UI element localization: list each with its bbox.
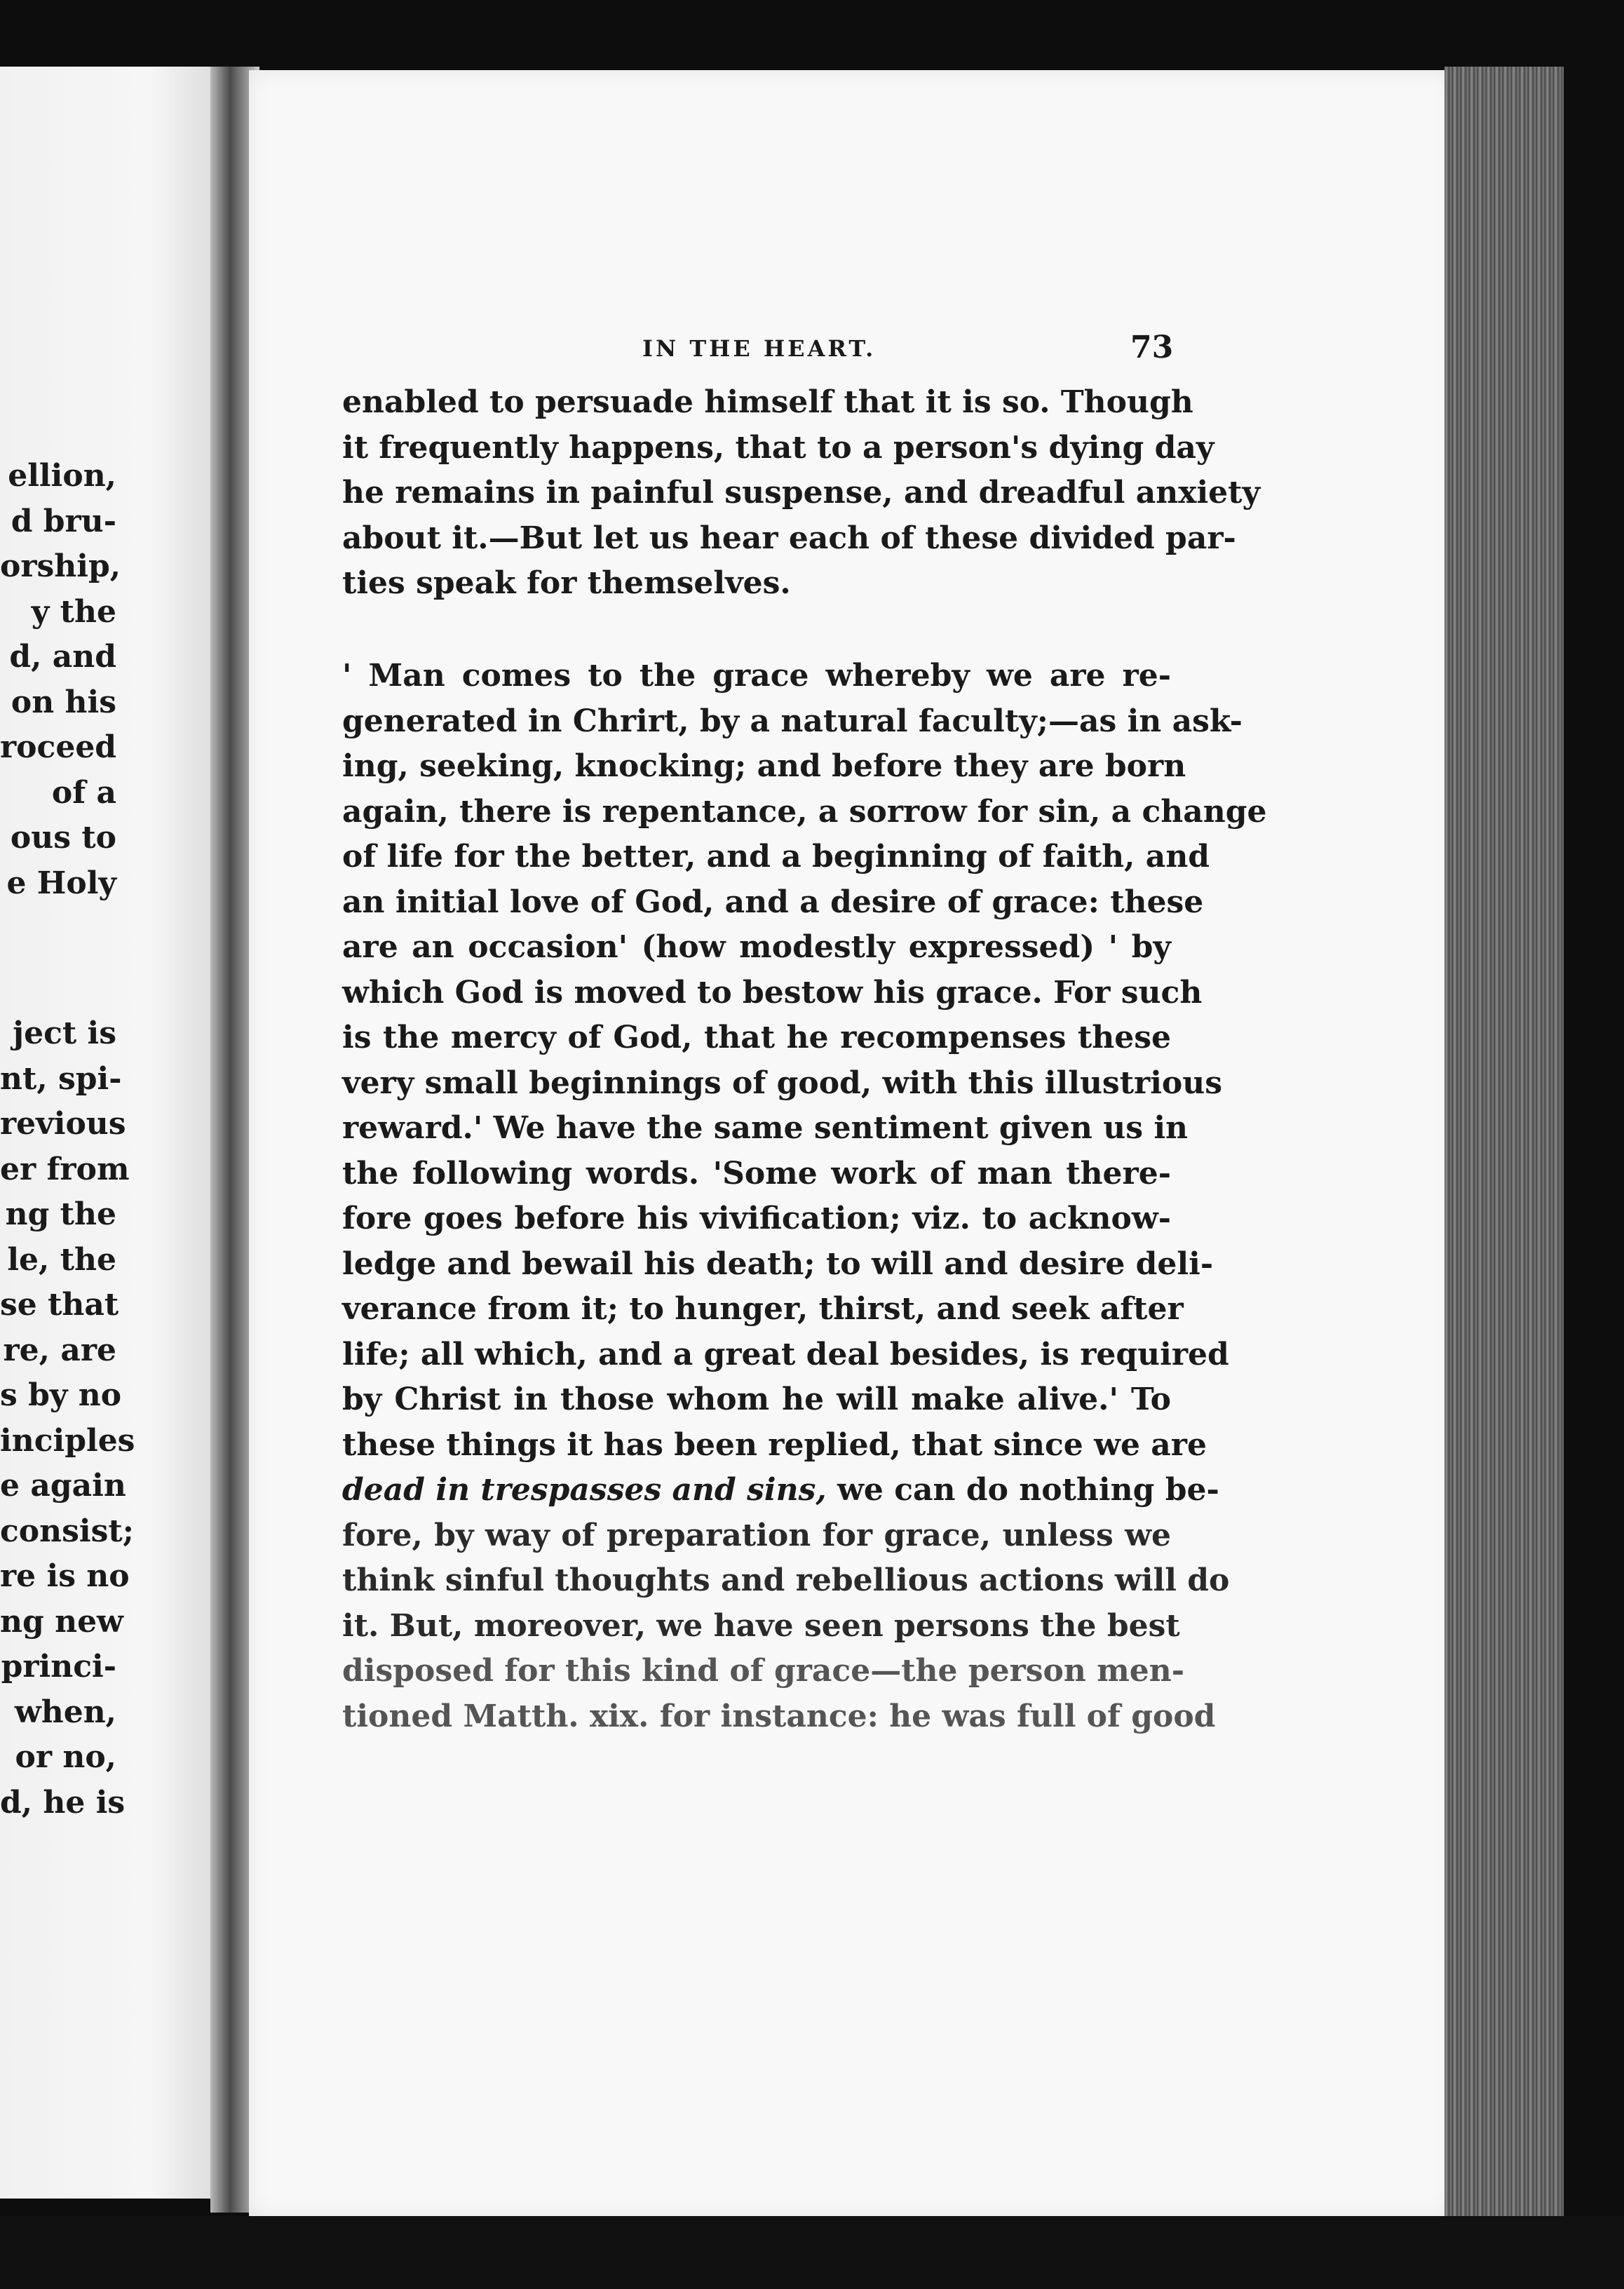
- italic-phrase: dead in trespasses and sins,: [342, 1472, 827, 1508]
- left-line: inciples: [0, 1422, 135, 1459]
- text-line: reward.' We have the same sentiment given us in: [342, 1110, 1189, 1146]
- left-line: revious: [0, 1106, 126, 1142]
- text-line: which God is moved to bestow his grace. For such: [342, 974, 1203, 1011]
- page-number: 73: [1130, 330, 1174, 365]
- running-head: IN THE HEART.: [642, 335, 877, 362]
- left-line: consist;: [0, 1513, 134, 1549]
- text-line: enabled to persuade himself that it is so. Though: [342, 384, 1193, 420]
- text-line: life; all which, and a great deal besides, is required: [342, 1336, 1229, 1372]
- text-line: think sinful thoughts and rebellious actions will do: [342, 1562, 1230, 1598]
- text-line: he remains in painful suspense, and dreadful anxiety: [342, 475, 1261, 511]
- text-line: ledge and bewail his death; to will and desire deli-: [342, 1245, 1214, 1282]
- text-line: an initial love of God, and a desire of grace: these: [342, 884, 1204, 920]
- text-line: is the mercy of God, that he recompenses these: [342, 1020, 1171, 1055]
- left-line: le, the: [7, 1241, 116, 1278]
- left-line: er from: [0, 1151, 130, 1187]
- left-line: when,: [14, 1694, 116, 1730]
- text-line-rest: we can do nothing be-: [826, 1472, 1219, 1508]
- text-line: these things it has been replied, that since we are: [342, 1426, 1207, 1463]
- left-line: ous to: [10, 820, 116, 856]
- left-line: ject is: [13, 1015, 116, 1051]
- page-edges: [1444, 67, 1564, 2227]
- text-line: ' Man comes to the grace whereby we are re-: [342, 658, 1171, 694]
- text-line: disposed for this kind of grace—the person men-: [342, 1653, 1185, 1689]
- text-line: it frequently happens, that to a person's dying day: [342, 429, 1214, 466]
- text-line: ing, seeking, knocking; and before they are born: [342, 748, 1186, 784]
- text-line: it. But, moreover, we have seen persons the best: [342, 1607, 1180, 1644]
- left-line: on his: [11, 684, 116, 720]
- left-line: nt, spi-: [0, 1060, 122, 1097]
- left-line: e again: [0, 1468, 126, 1504]
- left-line: ng new: [0, 1603, 123, 1640]
- left-line: se that: [0, 1287, 119, 1323]
- text-line: by Christ in those whom he will make alive.' To: [342, 1382, 1171, 1417]
- left-line: ellion,: [8, 458, 116, 494]
- left-line: princi-: [1, 1649, 116, 1684]
- text-line: tioned Matth. xix. for instance: he was full of good: [342, 1698, 1216, 1734]
- paragraph: [342, 380, 1261, 607]
- left-line: d, and: [9, 639, 116, 675]
- left-line: or no,: [15, 1739, 116, 1775]
- left-line: re, are: [3, 1332, 116, 1368]
- text-line: fore goes before his vivification; viz. to acknow-: [342, 1201, 1171, 1236]
- text-line: fore, by way of preparation for grace, unless we: [342, 1517, 1171, 1553]
- left-line: of a: [51, 774, 116, 811]
- text-line: generated in Chrirt, by a natural faculty;—as in ask-: [342, 703, 1243, 739]
- left-line: e Holy: [6, 865, 116, 901]
- left-line: re is no: [0, 1558, 130, 1594]
- left-line: ng the: [5, 1196, 116, 1232]
- text-line-italic: [342, 1468, 1219, 1513]
- left-page-text: [0, 454, 135, 1825]
- left-line: s by no: [0, 1377, 122, 1413]
- text-line: ties speak for themselves.: [342, 565, 791, 601]
- left-line: d, he is: [0, 1784, 126, 1821]
- left-line: d bru-: [11, 503, 116, 539]
- left-line: roceed: [0, 729, 117, 765]
- scan-background: [0, 2216, 1624, 2289]
- paragraph: [342, 654, 1267, 1739]
- text-line: of life for the better, and a beginning of faith, and: [342, 839, 1210, 875]
- text-line: about it.—But let us hear each of these divided par-: [342, 520, 1236, 556]
- left-page: [0, 67, 217, 2199]
- text-line: the following words. 'Some work of man there-: [342, 1155, 1171, 1191]
- text-line: very small beginnings of good, with this illustrious: [342, 1065, 1223, 1101]
- left-line: y the: [31, 593, 116, 630]
- text-line: again, there is repentance, a sorrow for sin, a change: [342, 793, 1267, 830]
- left-paragraph-gap: [0, 906, 116, 1011]
- left-line: orship,: [0, 548, 121, 584]
- text-line: are an occasion' (how modestly expressed) ' by: [342, 929, 1171, 965]
- text-line: verance from it; to hunger, thirst, and seek after: [342, 1291, 1184, 1327]
